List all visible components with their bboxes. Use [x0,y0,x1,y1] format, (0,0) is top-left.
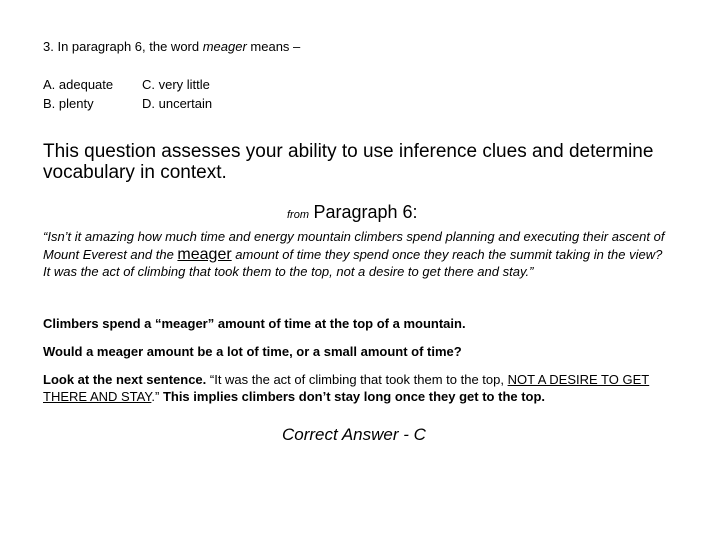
option-a: A. adequate [43,77,114,92]
question-prompt [43,39,300,54]
look-quote-start: “It was the act of climbing that took them to the top, [206,372,508,387]
source-heading [287,202,418,223]
explanation-1: Climbers spend a “meager” amount of time at the top of a mountain. [43,316,466,331]
quote-keyword: meager [177,245,232,263]
option-d: D. uncertain [142,96,213,111]
look-underlined: NOT A DESIRE TO GET THERE AND STAY [43,372,650,404]
question-suffix: means – [246,39,301,54]
quote-part-1: “Isn’t it amazing how much time and energy mountain climbers spend planning and executing their ascent of Mount Everest and the [43,229,665,262]
look-implication: This implies climbers don’t stay long once they get to the top. [159,389,546,404]
option-b: B. plenty [43,96,94,111]
look-lead: Look at the next sentence. [43,372,207,387]
passage-quote [43,228,673,281]
option-c: C. very little [142,77,210,92]
look-paragraph [43,371,683,405]
question-prefix: 3. In paragraph 6, the word [43,39,203,54]
quote-part-2: amount of time they spend once they reach the summit taking in the view? It was the act of climbing that took them to the top, not a desire to get there and stay.” [43,246,663,279]
explanation-2: Would a meager amount be a lot of time, or a small amount of time? [43,344,462,359]
question-word: meager [202,39,247,54]
look-quote-end: .” [151,389,160,404]
assessment-statement: This question assesses your ability to use inference clues and determine vocabulary in context. [43,141,654,183]
correct-answer: Correct Answer - C [282,425,426,444]
source-paragraph: Paragraph 6: [313,202,418,222]
source-from: from [287,209,309,221]
